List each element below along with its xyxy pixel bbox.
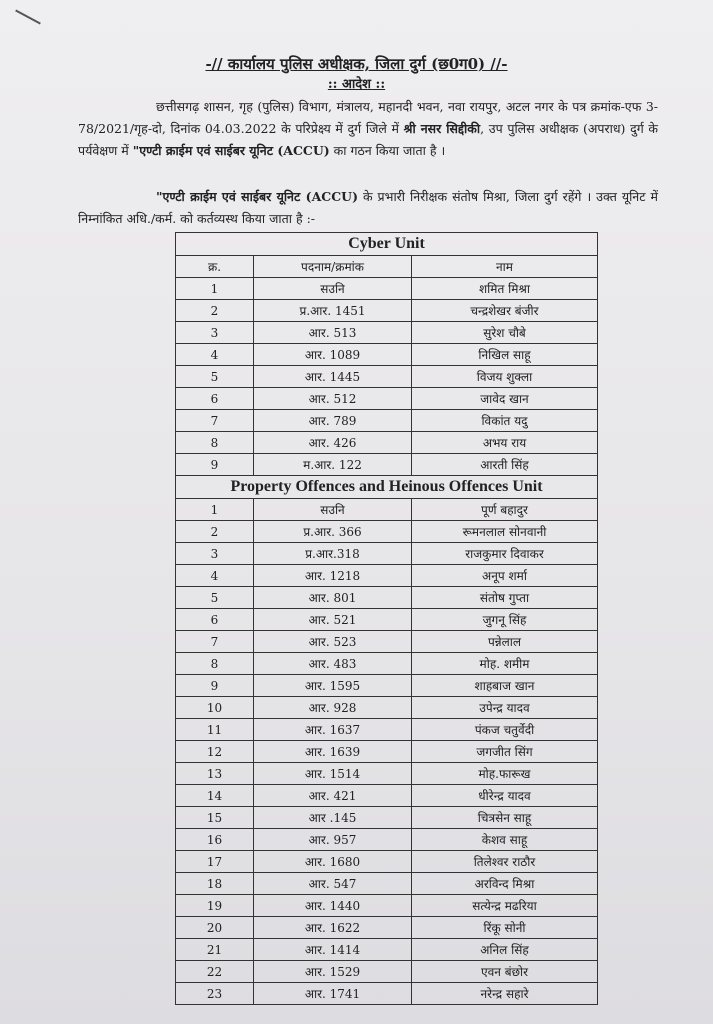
designation-cell: सउनि [254,499,412,521]
paragraph-text: के प्रभारी निरीक्षक संतोष मिश्रा, जिला दुर्ग रहेंगे । उक्त यूनिट में निम्नांकित अधि./कर्म. को कर्तव्यस्थ किया जाता है :- [78,189,658,226]
table-row [176,895,598,917]
table-row [176,565,598,587]
table-row [176,454,598,476]
serial-cell: 3 [176,322,254,344]
name-cell: सुरेश चौबे [412,322,598,344]
serial-cell: 12 [176,741,254,763]
designation-cell: आर. 801 [254,587,412,609]
designation-cell: आर. 1529 [254,961,412,983]
property-unit-title: Property Offences and Heinous Offences Unit [176,476,598,499]
cyber-unit-rows [176,278,598,476]
designation-cell: आर. 512 [254,388,412,410]
serial-cell: 5 [176,587,254,609]
name-cell: आरती सिंह [412,454,598,476]
designation-cell: आर. 1445 [254,366,412,388]
designation-cell: आर. 789 [254,410,412,432]
serial-cell: 15 [176,807,254,829]
designation-cell: आर. 523 [254,631,412,653]
serial-cell: 17 [176,851,254,873]
serial-cell: 16 [176,829,254,851]
table-row [176,587,598,609]
designation-cell: आर. 1741 [254,983,412,1005]
table-row [176,697,598,719]
name-cell: अनूप शर्मा [412,565,598,587]
paragraph-text: का गठन किया जाता है । [329,143,446,158]
table-row [176,741,598,763]
table-row [176,499,598,521]
table-row [176,432,598,454]
serial-cell: 4 [176,565,254,587]
cyber-unit-title: Cyber Unit [176,233,598,256]
officer-name: श्री नसर सिद्दीकी [403,121,481,136]
name-cell: जुगनू सिंह [412,609,598,631]
serial-cell: 2 [176,521,254,543]
table-row [176,983,598,1005]
designation-cell: आर .145 [254,807,412,829]
col-header-designation: पदनाम/क्रमांक [254,256,412,278]
designation-cell: प्र.आर. 366 [254,521,412,543]
table-row [176,388,598,410]
table-row [176,300,598,322]
name-cell: राजकुमार दिवाकर [412,543,598,565]
table-row [176,543,598,565]
col-header-name: नाम [412,256,598,278]
designation-cell: प्र.आर.318 [254,543,412,565]
designation-cell: आर. 513 [254,322,412,344]
name-cell: जगजीत सिंग [412,741,598,763]
name-cell: तिलेश्वर राठौर [412,851,598,873]
designation-cell: आर. 1637 [254,719,412,741]
serial-cell: 14 [176,785,254,807]
pen-mark [15,10,41,25]
designation-cell: आर. 547 [254,873,412,895]
serial-cell: 6 [176,609,254,631]
serial-cell: 9 [176,454,254,476]
name-cell: पंकज चतुर्वेदी [412,719,598,741]
name-cell: मोह. शमीम [412,653,598,675]
serial-cell: 9 [176,675,254,697]
designation-cell: आर. 1680 [254,851,412,873]
table-row [176,653,598,675]
table-row [176,719,598,741]
designation-cell: आर. 957 [254,829,412,851]
serial-cell: 23 [176,983,254,1005]
name-cell: केशव साहू [412,829,598,851]
serial-cell: 8 [176,653,254,675]
designation-cell: आर. 1440 [254,895,412,917]
name-cell: जावेद खान [412,388,598,410]
order-paragraph-1 [78,96,658,162]
serial-cell: 4 [176,344,254,366]
designation-cell: आर. 1089 [254,344,412,366]
office-heading: -// कार्यालय पुलिस अधीक्षक, जिला दुर्ग (छ0ग0) //- [205,55,508,73]
order-heading: :: आदेश :: [327,77,386,92]
designation-cell: आर. 1514 [254,763,412,785]
table-row [176,829,598,851]
serial-cell: 18 [176,873,254,895]
property-unit-rows [176,499,598,1005]
table-row [176,631,598,653]
name-cell: शमित मिश्रा [412,278,598,300]
table-row [176,278,598,300]
name-cell: विजय शुक्ला [412,366,598,388]
name-cell: रिंकू सोनी [412,917,598,939]
table-row [176,609,598,631]
designation-cell: आर. 1595 [254,675,412,697]
name-cell: पूर्ण बहादुर [412,499,598,521]
unit-name: "एण्टी क्राईम एवं साईबर यूनिट (ACCU) [156,189,358,204]
name-cell: निखिल साहू [412,344,598,366]
table-row [176,410,598,432]
serial-cell: 7 [176,410,254,432]
serial-cell: 3 [176,543,254,565]
order-paragraph-2 [78,186,658,230]
serial-cell: 1 [176,278,254,300]
name-cell: उपेन्द्र यादव [412,697,598,719]
designation-cell: आर. 421 [254,785,412,807]
unit-name: "एण्टी क्राईम एवं साईबर यूनिट (ACCU) [132,143,330,158]
paragraph-text: छत्तीसगढ़ शासन, गृह (पुलिस) विभाग, मंत्रालय, महानदी भवन, नवा रायपुर, अटल नगर के पत्र क्रमांक-एफ 3-78/2021/गृह-दो, दिनांक 04.03.2022 के परिप्रेक्ष्य में दुर्ग जिले में [78,99,658,136]
serial-cell: 21 [176,939,254,961]
table-row [176,873,598,895]
name-cell: नरेन्द्र सहारे [412,983,598,1005]
designation-cell: म.आर. 122 [254,454,412,476]
serial-cell: 20 [176,917,254,939]
name-cell: मोह.फारूख [412,763,598,785]
name-cell: शाहबाज खान [412,675,598,697]
name-cell: पन्नेलाल [412,631,598,653]
serial-cell: 19 [176,895,254,917]
serial-cell: 5 [176,366,254,388]
table-row [176,675,598,697]
name-cell: रूमनलाल सोनवानी [412,521,598,543]
serial-cell: 7 [176,631,254,653]
name-cell: विकांत यदु [412,410,598,432]
name-cell: अरविन्द मिश्रा [412,873,598,895]
table-row [176,851,598,873]
serial-cell: 13 [176,763,254,785]
table-row [176,939,598,961]
designation-cell: सउनि [254,278,412,300]
serial-cell: 8 [176,432,254,454]
serial-cell: 1 [176,499,254,521]
table-row [176,322,598,344]
name-cell: अभय राय [412,432,598,454]
name-cell: अनिल सिंह [412,939,598,961]
designation-cell: आर. 928 [254,697,412,719]
paragraph-text: , उप पुलिस अधीक्षक (अपराध) दुर्ग के पर्यवेक्षण में [78,121,658,158]
table-row [176,917,598,939]
name-cell: संतोष गुप्ता [412,587,598,609]
col-header-serial: क्र. [176,256,254,278]
serial-cell: 22 [176,961,254,983]
designation-cell: आर. 521 [254,609,412,631]
name-cell: चित्रसेन साहू [412,807,598,829]
designation-cell: आर. 483 [254,653,412,675]
table-row [176,807,598,829]
table-row [176,521,598,543]
serial-cell: 6 [176,388,254,410]
designation-cell: आर. 1622 [254,917,412,939]
table-row [176,366,598,388]
designation-cell: प्र.आर. 1451 [254,300,412,322]
serial-cell: 11 [176,719,254,741]
designation-cell: आर. 1414 [254,939,412,961]
serial-cell: 10 [176,697,254,719]
name-cell: एवन बंछोर [412,961,598,983]
name-cell: चन्द्रशेखर बंजीर [412,300,598,322]
designation-cell: आर. 1218 [254,565,412,587]
name-cell: धीरेन्द्र यादव [412,785,598,807]
name-cell: सत्येन्द्र मढरिया [412,895,598,917]
table-row [176,344,598,366]
serial-cell: 2 [176,300,254,322]
table-row [176,961,598,983]
staff-table [175,232,598,1005]
table-row [176,785,598,807]
table-row [176,763,598,785]
designation-cell: आर. 1639 [254,741,412,763]
designation-cell: आर. 426 [254,432,412,454]
